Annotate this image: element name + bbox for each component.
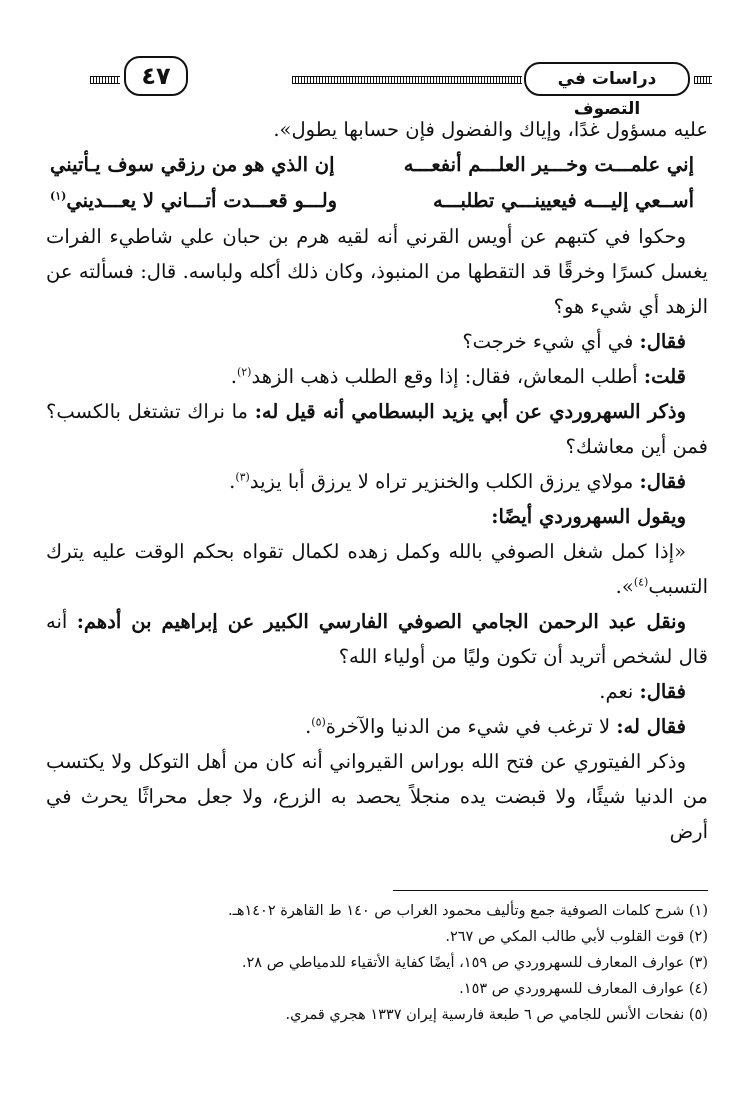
paragraph-text: أطلب المعاش، فقال: إذا وقع الطلب ذهب الزهد [251,365,644,388]
header-ornament-rule [292,76,522,84]
paragraph [46,744,708,849]
paragraph [46,394,708,464]
paragraph: فقال له: لا ترغب في شيء من الدنيا والآخرة$^{(٥)}$. [305,715,686,738]
verse-text: ولـــو قعـــدت أتـــاني لا يعـــديني [66,189,338,212]
verse-hemistich: أســعي إليـــه فيعيينـــي تطلبـــه [432,189,694,212]
paragraph-text: في أي شيء خرجت؟ [462,330,640,353]
verse-hemistich: إن الذي هو من رزقي سوف يـأتيني [50,153,335,176]
running-header [90,56,712,119]
paragraph [46,112,708,147]
paragraph-text: عليه مسؤول غدًا، وإياك والفضول فإن حسابها يطول». [273,118,708,141]
footnote-separator [393,890,708,891]
paragraph-text: أنه قال لشخص أتريد أن تكون وليًا من أولياء الله؟ [46,610,708,668]
paragraph-text: مولاي يرزق الكلب والخنزير تراه لا يرزق أبا يزيد [249,470,640,493]
paragraph [46,534,708,604]
verse-hemistich: إني علمـــت وخـــير العلـــم أنفعـــه [403,153,694,176]
quote-text: «إذا كمل شغل الصوفي بالله وكمل زهده لكمال تقواه بحكم الوقت عليه يترك التسبب [46,540,708,598]
bold-lead: وذكر السهروردي عن أبي يزيد البسطامي أنه قيل له: [254,400,686,423]
speaker-label: فقال: [639,680,686,703]
header-ornament-rule [90,76,120,84]
paragraph [46,499,708,534]
bold-lead: ويقول السهروردي أيضًا: [491,505,686,528]
footnote: (٣) عوارف المعارف للسهروردي ص ١٥٩، أيضًا كفاية الأتقياء للدمياطي ص ٢٨. [241,955,708,971]
paragraph-text: ما نراك تشتغل بالكسب؟ فمن أين معاشك؟ [46,400,708,458]
quote-close: ». [615,575,634,598]
paragraph: فقال: مولاي يرزق الكلب والخنزير تراه لا يرزق أبا يزيد$^{(٣)}$. [229,470,686,493]
paragraph [46,219,708,324]
footnote: (٤) عوارف المعارف للسهروردي ص ١٥٣. [459,981,708,997]
footnote-ref: (١) [50,189,67,203]
paragraph-text: لا ترغب في شيء من الدنيا والآخرة [325,715,617,738]
speaker-label: فقال: [639,470,686,493]
verse-line [46,183,708,219]
paragraph-text: نعم. [599,680,640,703]
speaker-label: فقال له: [616,715,686,738]
footnote: (١) شرح كلمات الصوفية جمع وتأليف محمود الغراب ص ١٤٠ ط القاهرة ١٤٠٢هـ. [227,903,708,919]
main-text [46,112,708,849]
page-number: ٤٧ [124,56,188,96]
paragraph: قلت: أطلب المعاش، فقال: إذا وقع الطلب ذهب الزهد$^{(٢)}$. [230,365,686,388]
paragraph [46,324,708,359]
verse-line [46,147,708,183]
paragraph-text: وحكوا في كتبهم عن أويس القرني أنه لقيه هرم بن حبان علي شاطيء الفرات يغسل كسرًا وخرقًا قد التقطها من المنبوذ، وكان ذلك أكله ولباسه. قال: فسألته عن الزهد أي شيء هو؟ [46,225,708,318]
footnote-ref: (٥) [311,715,326,729]
book-title: دراسات في التصوف [524,62,690,96]
footnote: (٢) قوت القلوب لأبي طالب المكي ص ٢٦٧. [445,929,708,945]
verse-hemistich [50,183,337,219]
paragraph [46,674,708,709]
speaker-label: فقال: [639,330,686,353]
footnotes [46,898,708,1028]
bold-lead: ونقل عبد الرحمن الجامي الصوفي الفارسي الكبير عن إبراهيم بن أدهم: [76,610,686,633]
footnote: (٥) نفحات الأنس للجامي ص ٦ طبعة فارسية إيران ١٣٣٧ هجري قمري. [285,1007,708,1023]
paragraph [46,604,708,674]
footnote-ref: (٢) [236,365,252,379]
footnote-ref: (٣) [235,470,250,484]
header-ornament-rule [694,76,712,84]
footnote-ref: (٤) [633,575,649,589]
speaker-label: قلت: [643,365,686,388]
paragraph-text: وذكر الفيتوري عن فتح الله بوراس القيرواني أنه كان من أهل التوكل ولا يكتسب من الدنيا شيئًا، ولا قبضت يده منجلاً يحصد به الزرع، ولا جعل محراثًا يحرث في أرض [46,750,708,843]
